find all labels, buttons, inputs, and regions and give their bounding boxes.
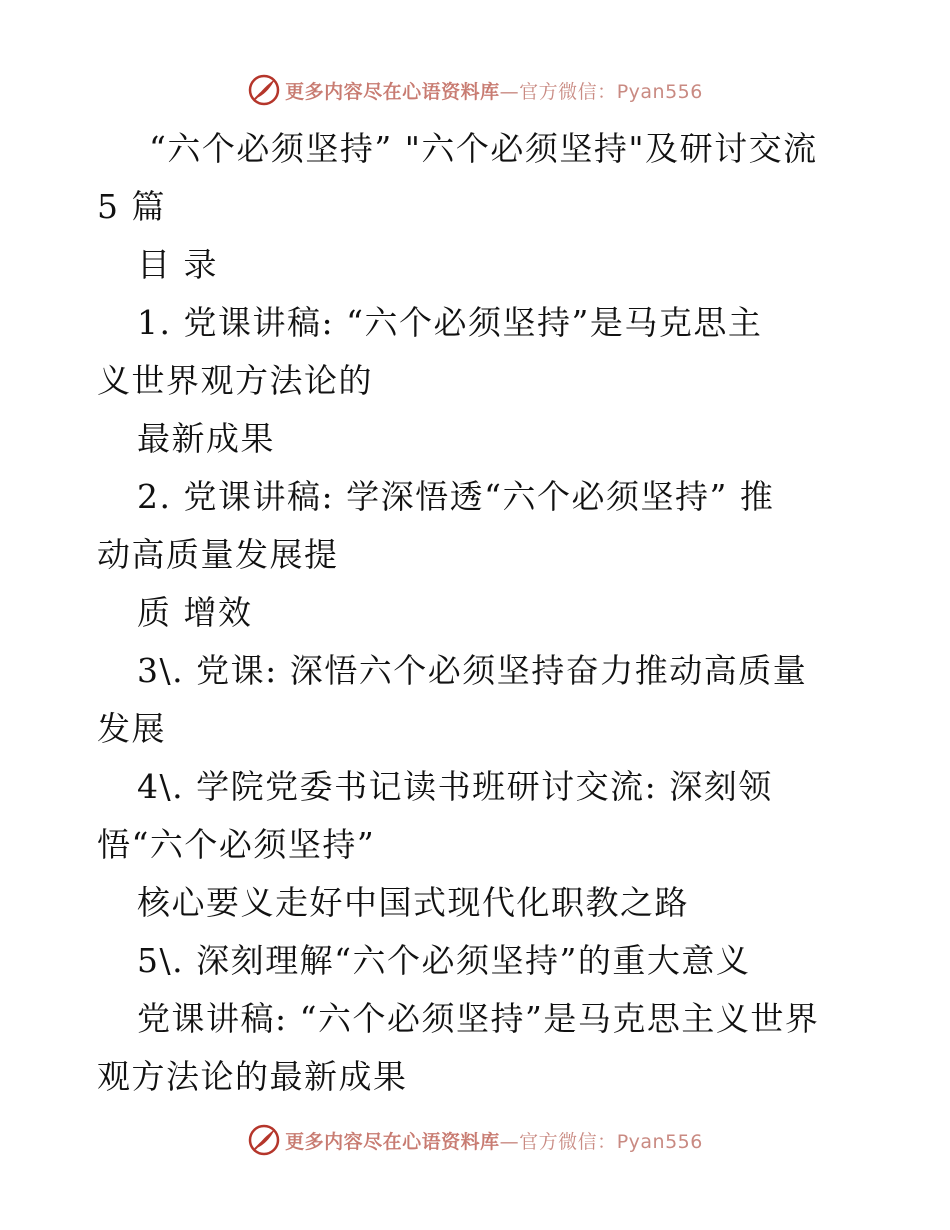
banner-site: 更多内容尽在心语资料库 bbox=[285, 1130, 500, 1153]
banner-dash: — bbox=[499, 80, 520, 103]
toc-item-4: 4\. 学院党委书记读书班研讨交流: 深刻领 bbox=[137, 767, 773, 806]
doc-title-line-1: “六个必须坚持” "六个必须坚持"及研讨交流 bbox=[149, 129, 818, 168]
quill-logo-icon bbox=[247, 1123, 281, 1157]
toc-item-2-cont-2: 质 增效 bbox=[137, 593, 253, 632]
banner-wechat-id: Pyan556 bbox=[616, 80, 703, 103]
toc-item-2: 2. 党课讲稿: 学深悟透“六个必须坚持” 推 bbox=[137, 477, 775, 516]
banner-wechat-label: 官方微信： bbox=[519, 80, 617, 103]
toc-heading: 目 录 bbox=[137, 245, 218, 284]
toc-item-2-cont: 动高质量发展提 bbox=[97, 535, 339, 574]
banner-text bbox=[285, 1127, 703, 1154]
document-body bbox=[97, 120, 857, 1106]
toc-item-3-cont: 发展 bbox=[97, 709, 166, 748]
banner-wechat-label: 官方微信： bbox=[519, 1130, 617, 1153]
toc-item-3: 3\. 党课: 深悟六个必须坚持奋力推动高质量 bbox=[137, 651, 808, 690]
toc-item-5: 5\. 深刻理解“六个必须坚持”的重大意义 bbox=[137, 941, 751, 980]
toc-item-1: 1. 党课讲稿: “六个必须坚持”是马克思主 bbox=[137, 303, 763, 342]
footer-banner bbox=[0, 1120, 950, 1160]
banner-wechat-id: Pyan556 bbox=[616, 1130, 703, 1153]
section-title-cont: 观方法论的最新成果 bbox=[97, 1057, 408, 1096]
doc-title-line-2: 5 篇 bbox=[97, 187, 166, 226]
banner-dash: — bbox=[499, 1130, 520, 1153]
toc-item-4-cont-2: 核心要义走好中国式现代化职教之路 bbox=[137, 883, 689, 922]
toc-item-1-cont-2: 最新成果 bbox=[137, 419, 275, 458]
toc-item-4-cont: 悟“六个必须坚持” bbox=[97, 825, 376, 864]
toc-item-1-cont: 义世界观方法论的 bbox=[97, 361, 373, 400]
section-title: 党课讲稿: “六个必须坚持”是马克思主义世界 bbox=[137, 999, 820, 1038]
banner-site: 更多内容尽在心语资料库 bbox=[285, 80, 500, 103]
banner-text bbox=[285, 77, 703, 104]
quill-logo-icon bbox=[247, 73, 281, 107]
header-banner bbox=[0, 70, 950, 110]
